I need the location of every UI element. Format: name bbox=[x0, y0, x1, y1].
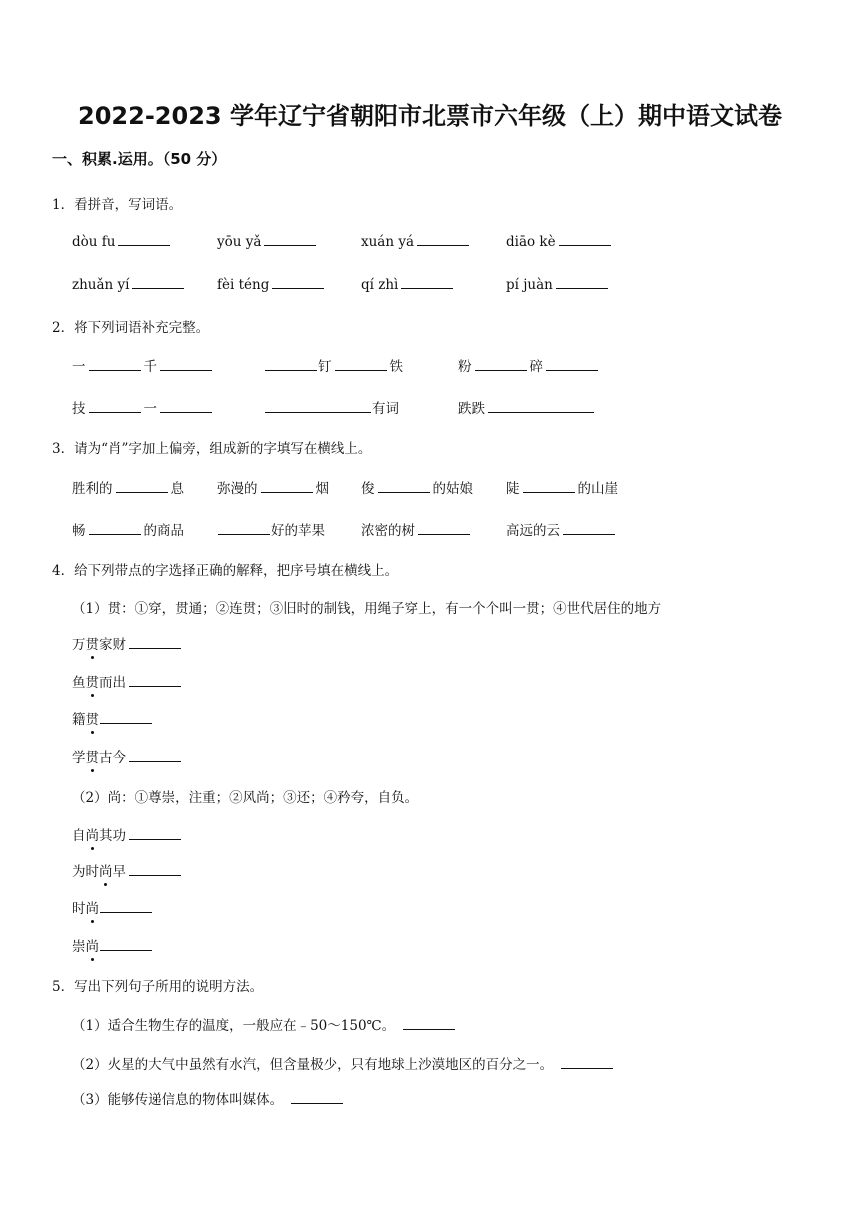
answer-blank[interactable] bbox=[475, 358, 527, 371]
question-5-prompt: 5．写出下列句子所用的说明方法。 bbox=[52, 979, 264, 995]
phrase-text: 弥漫的 bbox=[217, 481, 258, 497]
exam-title: 2022-2023 学年辽宁省朝阳市北票市六年级（上）期中语文试卷 bbox=[78, 102, 782, 130]
answer-blank[interactable] bbox=[160, 358, 212, 371]
pinyin-text: qí zhì bbox=[361, 277, 399, 293]
word-part: 其功 bbox=[99, 828, 126, 844]
answer-blank[interactable] bbox=[129, 827, 181, 840]
word-part: 而出 bbox=[99, 675, 126, 691]
pinyin-item bbox=[217, 233, 319, 250]
pinyin-text: pí juàn bbox=[506, 277, 553, 293]
pinyin-item bbox=[506, 233, 614, 250]
phrase-text: 息 bbox=[170, 481, 184, 497]
answer-blank[interactable] bbox=[218, 522, 270, 535]
phrase-text: 胜利的 bbox=[72, 481, 113, 497]
word-part: 为时 bbox=[72, 864, 99, 880]
answer-blank[interactable] bbox=[100, 711, 152, 724]
pinyin-item bbox=[361, 233, 472, 250]
idiom-char: 钉 bbox=[318, 359, 332, 375]
phrase-text: 烟 bbox=[315, 481, 329, 497]
phrase-text: 的姑娘 bbox=[432, 481, 473, 497]
answer-blank[interactable] bbox=[403, 1017, 455, 1030]
radical-item bbox=[506, 519, 618, 539]
phrase-text: 浓密的树 bbox=[361, 523, 415, 539]
answer-blank[interactable] bbox=[129, 863, 181, 876]
idiom-item bbox=[458, 355, 601, 375]
answer-blank[interactable] bbox=[563, 522, 615, 535]
answer-blank[interactable] bbox=[559, 233, 611, 246]
dotted-word-item bbox=[72, 935, 153, 955]
radical-item bbox=[361, 477, 473, 497]
definition-shang: （2）尚：①尊崇，注重；②风尚；③还；④矜夸，自负。 bbox=[72, 790, 419, 806]
dotted-word-item bbox=[72, 746, 184, 766]
dotted-char: 尚 bbox=[86, 897, 100, 917]
word-part: 学 bbox=[72, 750, 86, 766]
idiom-char: 粉 bbox=[458, 359, 472, 375]
answer-blank[interactable] bbox=[335, 358, 387, 371]
radical-item bbox=[361, 519, 473, 539]
answer-blank[interactable] bbox=[561, 1056, 613, 1069]
phrase-text: 陡 bbox=[506, 481, 520, 497]
idiom-char: 碎 bbox=[529, 359, 543, 375]
sentence-text: （2）火星的大气中虽然有水汽，但含量极少，只有地球上沙漠地区的百分之一。 bbox=[72, 1057, 554, 1073]
word-part: 万 bbox=[72, 637, 86, 653]
answer-blank[interactable] bbox=[417, 233, 469, 246]
answer-blank[interactable] bbox=[291, 1091, 343, 1104]
dotted-char: 贯 bbox=[86, 708, 100, 728]
question-2-prompt: 2．将下列词语补充完整。 bbox=[52, 320, 210, 336]
answer-blank[interactable] bbox=[129, 749, 181, 762]
answer-blank[interactable] bbox=[546, 358, 598, 371]
answer-blank[interactable] bbox=[89, 358, 141, 371]
answer-blank[interactable] bbox=[265, 400, 371, 413]
pinyin-text: yōu yǎ bbox=[217, 234, 262, 250]
answer-blank[interactable] bbox=[261, 480, 313, 493]
answer-blank[interactable] bbox=[378, 480, 430, 493]
answer-blank[interactable] bbox=[160, 400, 212, 413]
word-part: 鱼 bbox=[72, 675, 86, 691]
idiom-char: 千 bbox=[143, 359, 157, 375]
answer-blank[interactable] bbox=[264, 233, 316, 246]
word-part: 时 bbox=[72, 901, 86, 917]
dotted-char: 尚 bbox=[86, 935, 100, 955]
pinyin-item bbox=[506, 276, 611, 293]
dotted-word-item bbox=[72, 897, 153, 917]
idiom-char: 铁 bbox=[389, 359, 403, 375]
question-1-prompt: 1．看拼音，写词语。 bbox=[52, 197, 183, 213]
answer-blank[interactable] bbox=[89, 400, 141, 413]
answer-blank[interactable] bbox=[488, 400, 594, 413]
section-heading: 一、积累.运用。（50 分） bbox=[52, 150, 227, 168]
idiom-char: 一 bbox=[72, 359, 86, 375]
pinyin-text: dòu fu bbox=[72, 234, 116, 250]
sentence-item bbox=[72, 1053, 616, 1073]
phrase-text: 俊 bbox=[361, 481, 375, 497]
answer-blank[interactable] bbox=[272, 276, 324, 289]
radical-item bbox=[217, 477, 329, 497]
sentence-text: （1）适合生物生存的温度，一般应在﹣50～150℃。 bbox=[72, 1018, 396, 1034]
sentence-item bbox=[72, 1014, 458, 1034]
pinyin-item bbox=[72, 276, 187, 293]
phrase-text: 的商品 bbox=[143, 523, 184, 539]
dotted-word-item bbox=[72, 824, 184, 844]
pinyin-item bbox=[72, 233, 173, 250]
idiom-item bbox=[72, 355, 215, 375]
idiom-item bbox=[264, 397, 399, 417]
word-part: 早 bbox=[112, 864, 126, 880]
idiom-item bbox=[458, 397, 597, 417]
answer-blank[interactable] bbox=[265, 358, 317, 371]
pinyin-text: fèi téng bbox=[217, 277, 270, 293]
sentence-text: （3）能够传递信息的物体叫媒体。 bbox=[72, 1092, 284, 1108]
question-4-prompt: 4．给下列带点的字选择正确的解释，把序号填在横线上。 bbox=[52, 563, 399, 579]
idiom-item bbox=[264, 355, 403, 375]
phrase-text: 好的苹果 bbox=[271, 523, 325, 539]
sentence-item bbox=[72, 1088, 346, 1108]
word-part: 自 bbox=[72, 828, 86, 844]
dotted-word-item bbox=[72, 633, 184, 653]
dotted-word-item bbox=[72, 671, 184, 691]
answer-blank[interactable] bbox=[556, 276, 608, 289]
pinyin-text: diāo kè bbox=[506, 234, 556, 250]
word-part: 家财 bbox=[99, 637, 126, 653]
word-part: 籍 bbox=[72, 712, 86, 728]
pinyin-text: xuán yá bbox=[361, 234, 415, 250]
answer-blank[interactable] bbox=[523, 480, 575, 493]
pinyin-item bbox=[361, 276, 456, 293]
question-3-prompt: 3．请为“肖”字加上偏旁，组成新的字填写在横线上。 bbox=[52, 441, 372, 457]
answer-blank[interactable] bbox=[100, 900, 152, 913]
dotted-char: 贯 bbox=[86, 671, 100, 691]
answer-blank[interactable] bbox=[116, 480, 168, 493]
answer-blank[interactable] bbox=[89, 522, 141, 535]
dotted-char: 贯 bbox=[86, 633, 100, 653]
answer-blank[interactable] bbox=[401, 276, 453, 289]
answer-blank[interactable] bbox=[132, 276, 184, 289]
phrase-text: 高远的云 bbox=[506, 523, 560, 539]
idiom-char: 跌跌 bbox=[458, 401, 485, 417]
phrase-text: 畅 bbox=[72, 523, 86, 539]
pinyin-text: zhuǎn yí bbox=[72, 277, 130, 293]
radical-item bbox=[506, 477, 618, 497]
pinyin-item bbox=[217, 276, 327, 293]
definition-guan: （1）贯：①穿，贯通；②连贯；③旧时的制钱，用绳子穿上，有一个个叫一贯；④世代居住的地方 bbox=[72, 601, 662, 617]
idiom-char: 有词 bbox=[372, 401, 399, 417]
dotted-char: 尚 bbox=[99, 860, 113, 880]
word-part: 崇 bbox=[72, 939, 86, 955]
idiom-char: 一 bbox=[143, 401, 157, 417]
answer-blank[interactable] bbox=[129, 674, 181, 687]
answer-blank[interactable] bbox=[418, 522, 470, 535]
answer-blank[interactable] bbox=[129, 636, 181, 649]
radical-item bbox=[72, 477, 184, 497]
dotted-word-item bbox=[72, 860, 184, 880]
dotted-char: 贯 bbox=[86, 746, 100, 766]
idiom-char: 技 bbox=[72, 401, 86, 417]
word-part: 古今 bbox=[99, 750, 126, 766]
radical-item bbox=[72, 519, 184, 539]
phrase-text: 的山崖 bbox=[577, 481, 618, 497]
idiom-item bbox=[72, 397, 215, 417]
dotted-word-item bbox=[72, 708, 153, 728]
dotted-char: 尚 bbox=[86, 824, 100, 844]
radical-item bbox=[217, 519, 325, 539]
answer-blank[interactable] bbox=[100, 938, 152, 951]
answer-blank[interactable] bbox=[118, 233, 170, 246]
